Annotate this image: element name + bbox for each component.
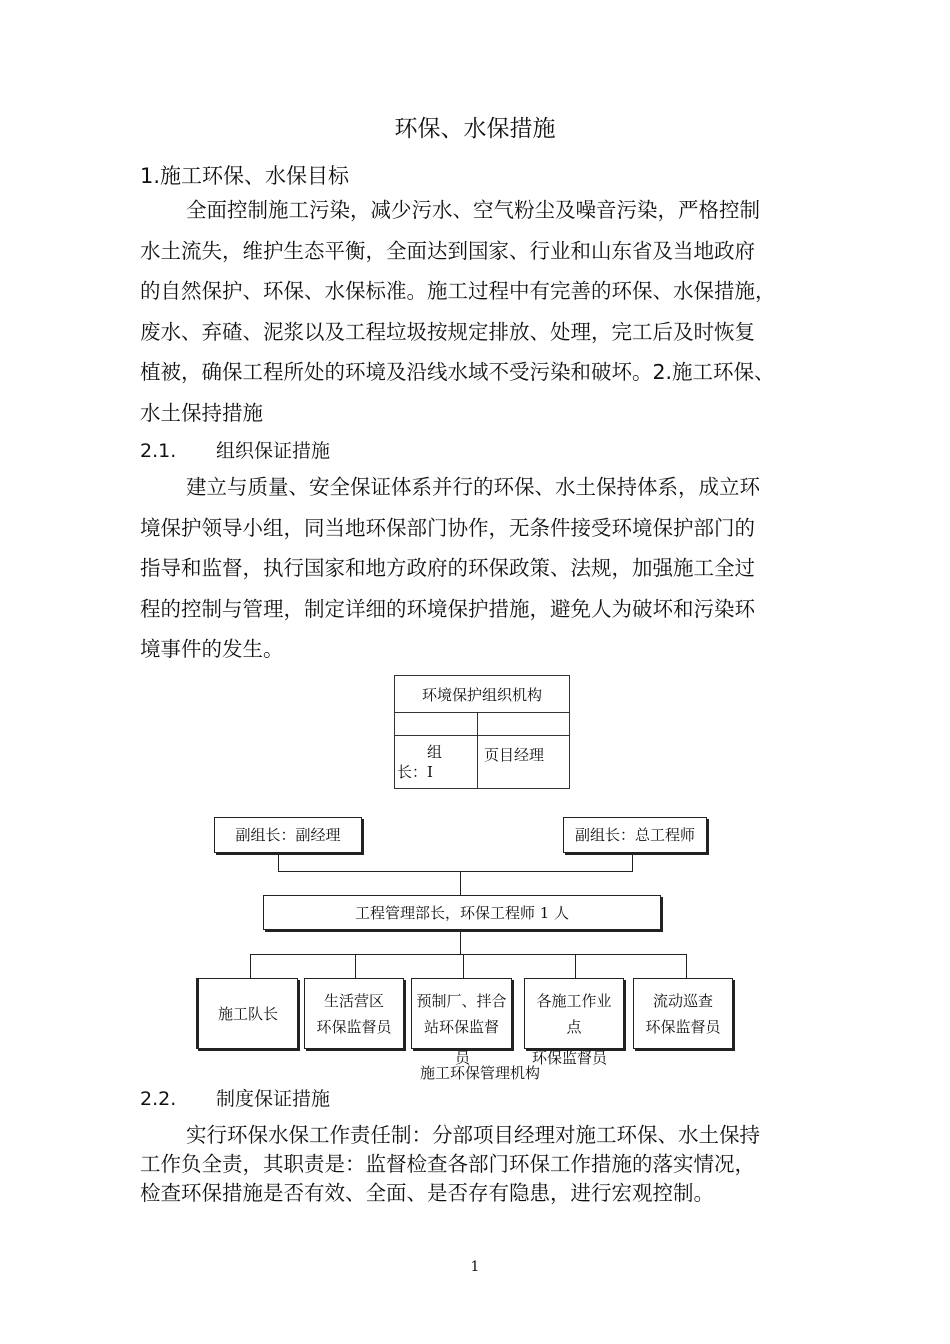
paragraph-line: 废水、弃碴、泥浆以及工程垃圾按规定排放、处理，完工后及时恢复 (140, 319, 755, 344)
org-chart-caption: 施工环保管理机构 (420, 1064, 541, 1082)
unit-box: 预制厂、拌合 站环保监督 (411, 978, 512, 1049)
section-number: 2.1. (140, 440, 177, 462)
connector-line (250, 954, 687, 955)
paragraph-line: 的自然保护、环保、水保标准。施工过程中有完善的环保、水保措施， (140, 279, 776, 303)
section1-paragraph (140, 190, 840, 433)
unit-box: 生活营区 环保监督员 (304, 978, 404, 1049)
connector-line (278, 871, 633, 872)
paragraph-line: 指导和监督，执行国家和地方政府的环保政策、法规，加强施工全过 (140, 556, 755, 580)
middle-box: 工程管理部长，环保工程师 1 人 (263, 895, 661, 930)
paragraph-line: 境事件的发生。 (140, 637, 284, 661)
paragraph-line: 植被，确保工程所处的环境及沿线水域不受污染和破坏。 (140, 360, 653, 384)
connector-line (355, 954, 356, 978)
table-cell-leader-value: 页目经理 (478, 736, 570, 789)
connector-line (460, 930, 461, 955)
page-title: 环保、水保措施 (394, 116, 556, 142)
connector-line (278, 853, 279, 872)
page-number: 1 (470, 1259, 480, 1275)
connector-line (575, 954, 576, 978)
paragraph-line: 建立与质量、安全保证体系并行的环保、水土保持体系，成立环 (186, 475, 760, 499)
overflow-text: 员 (455, 1049, 471, 1067)
section2-2-paragraph (140, 1121, 840, 1208)
org-table (394, 675, 570, 789)
section-title: 制度保证措施 (216, 1088, 331, 1110)
paragraph-line: 境保护领导小组，同当地环保部门协作，无条件接受环境保护部门的 (140, 515, 755, 540)
deputy-left-box: 副组长：副经理 (214, 817, 362, 853)
paragraph-line: 实行环保水保工作责任制：分部项目经理对施工环保、水土保持 (186, 1123, 760, 1147)
table-cell-empty (478, 713, 570, 736)
unit-box: 流动巡查 环保监督员 (633, 978, 733, 1049)
unit-box: 施工队长 (196, 978, 298, 1049)
table-cell-leader-label: 组 长：I (395, 736, 478, 789)
connector-line (250, 954, 251, 978)
section2-2-heading (140, 1084, 330, 1111)
org-table-header: 环境保护组织机构 (395, 676, 570, 713)
paragraph-line: 全面控制施工污染，减少污水、空气粉尘及噪音污染，严格控制 (186, 198, 760, 222)
section-number: 2.2. (140, 1088, 177, 1110)
paragraph-line: 工作负全责，其职责是：监督检查各部门环保工作措施的落实情况， (140, 1152, 755, 1176)
table-cell-empty (395, 713, 478, 736)
overflow-text: 环保监督员 (532, 1049, 608, 1067)
section-title: 组织保证措施 (216, 440, 331, 462)
connector-line (460, 871, 461, 895)
section2-heading-cont: 水土保持措施 (140, 400, 263, 425)
paragraph-line: 检查环保措施是否有效、全面、是否存有隐患，进行宏观控制。 (140, 1181, 714, 1205)
paragraph-line: 程的控制与管理，制定详细的环境保护措施，避免人为破坏和污染环 (140, 596, 755, 621)
section1-heading: 1.施工环保、水保目标 (140, 164, 350, 188)
section2-1-heading (140, 436, 330, 463)
connector-line (686, 954, 687, 978)
unit-box: 各施工作业 点 (524, 978, 624, 1049)
deputy-right-box: 副组长：总工程师 (563, 817, 707, 853)
connector-line (463, 954, 464, 978)
section2-heading-inline: 2.施工环保、 (652, 360, 775, 384)
paragraph-line: 水土流失，维护生态平衡，全面达到国家、行业和山东省及当地政府 (140, 238, 755, 263)
connector-line (632, 853, 633, 872)
section2-1-paragraph (140, 467, 840, 670)
